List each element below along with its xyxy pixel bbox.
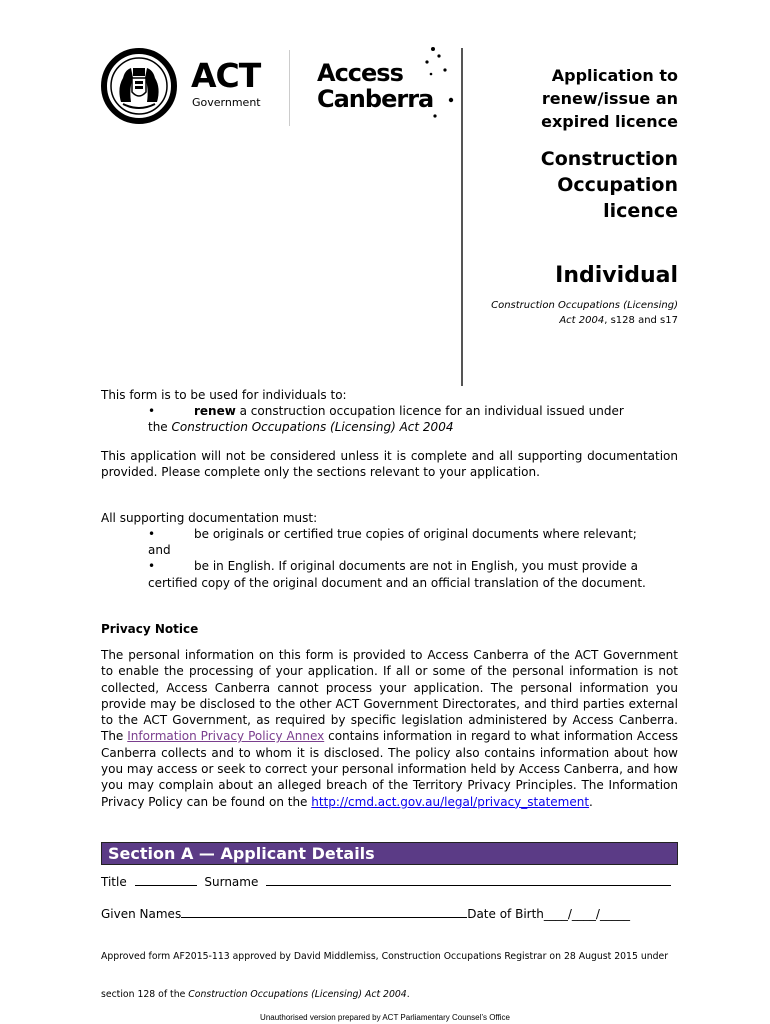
intro-lead: This form is to be used for individuals to: bbox=[101, 388, 347, 402]
english-text: be in English. If original documents are not in English, you must provide a bbox=[194, 559, 638, 573]
section-a-header: Section A — Applicant Details bbox=[101, 842, 678, 865]
originals-and: and bbox=[148, 543, 171, 558]
renew-act-italic: Construction Occupations (Licensing) Act 2004 bbox=[171, 420, 454, 435]
stars-icon bbox=[417, 46, 457, 126]
applicant-category: Individual bbox=[555, 263, 678, 288]
unauthorised-version-note: Unauthorised version prepared by ACT Parliamentary Counsel’s Office bbox=[260, 1013, 510, 1022]
licence-line-2: Occupation bbox=[557, 174, 678, 196]
section-ref-post: . bbox=[406, 989, 410, 1000]
approval-note: Approved form AF2015-113 approved by David Middlemiss, Construction Occupations Registrar on 28 August 2015 under bbox=[101, 951, 669, 962]
title-field[interactable] bbox=[135, 874, 197, 886]
licence-type bbox=[541, 146, 678, 224]
dob-field[interactable]: ____/____/_____ bbox=[543, 907, 630, 921]
title-surname-row bbox=[101, 874, 678, 890]
renew-line2-pre: the bbox=[148, 420, 172, 435]
renew-text: a construction occupation licence for an individual issued under bbox=[235, 404, 624, 418]
docs-lead: All supporting documentation must: bbox=[101, 511, 318, 525]
legislation-reference bbox=[491, 298, 678, 328]
government-wordmark: Government bbox=[192, 96, 261, 109]
surname-label: Surname bbox=[204, 875, 259, 889]
section-ref-pre: section 128 of the bbox=[101, 989, 189, 1000]
act-crest-icon bbox=[101, 48, 181, 128]
originals-text: be originals or certified true copies of original documents where relevant; bbox=[194, 527, 637, 541]
privacy-text-2: contains information in regard to what information Access Canberra collects and to whom it is disclosed. The policy also contains information about how you may access or seek to correct your personal information held by Access Canberra, and how you may complain about an alleged breach of the Territory Privacy Principles. The Information Privacy Policy can be found on the bbox=[101, 729, 678, 809]
completeness-note: This application will not be considered unless it is complete and all supporting documentation provided. Please complete only the sections relevant to your application. bbox=[101, 449, 678, 480]
purpose-line-3: expired licence bbox=[541, 112, 678, 131]
act-wordmark: ACT bbox=[191, 56, 261, 95]
bullet-icon: • bbox=[148, 404, 156, 418]
dob-label: Date of Birth bbox=[467, 907, 544, 921]
access-canberra-logo bbox=[317, 52, 462, 132]
purpose-line-1: Application to bbox=[551, 66, 678, 85]
bullet-icon: • bbox=[148, 527, 156, 541]
given-dob-row bbox=[101, 906, 678, 922]
access-wordmark: Access bbox=[317, 59, 403, 87]
section-reference bbox=[101, 988, 678, 1001]
purpose-line-2: renew/issue an bbox=[541, 89, 678, 108]
renew-bold: renew bbox=[194, 404, 236, 418]
privacy-text-1: The personal information on this form is provided to Access Canberra of the ACT Government to enable the processing of your application. If all or some of the personal information is not collected, Access Canberra cannot process your application. The personal information you provide may be disclosed to the other ACT Government Directorates, and third parties external to the ACT Government, as required by specific legislation administered by Access Canberra. The bbox=[101, 648, 678, 744]
given-names-label: Given Names bbox=[101, 907, 182, 921]
privacy-policy-annex-link[interactable]: Information Privacy Policy Annex bbox=[127, 729, 325, 744]
renew-bullet bbox=[101, 403, 678, 436]
privacy-notice-text bbox=[101, 647, 678, 810]
privacy-statement-link[interactable]: http://cmd.act.gov.au/legal/privacy_statement bbox=[311, 794, 590, 809]
surname-field[interactable] bbox=[266, 874, 671, 886]
act-government-logo bbox=[101, 48, 271, 128]
english-bullet bbox=[101, 558, 678, 574]
licence-line-3: licence bbox=[603, 200, 678, 222]
logo-divider bbox=[289, 50, 290, 126]
form-purpose bbox=[541, 64, 678, 133]
licence-line-1: Construction bbox=[540, 148, 678, 170]
act-sections: , s128 and s17 bbox=[604, 315, 678, 326]
act-name-italic: Construction Occupations (Licensing) bbox=[491, 300, 678, 311]
privacy-text-3: . bbox=[589, 794, 593, 809]
given-names-field[interactable] bbox=[181, 906, 467, 918]
english-bullet-continuation: certified copy of the original document and an official translation of the document. bbox=[148, 576, 646, 590]
header-divider bbox=[461, 48, 463, 386]
title-label: Title bbox=[101, 875, 127, 889]
privacy-heading: Privacy Notice bbox=[101, 622, 199, 636]
bullet-icon: • bbox=[148, 559, 156, 573]
canberra-wordmark: Canberra bbox=[317, 85, 434, 113]
section-ref-act: Construction Occupations (Licensing) Act 2004 bbox=[188, 989, 407, 1000]
act-year-italic: Act 2004 bbox=[559, 315, 605, 326]
originals-bullet bbox=[101, 526, 678, 559]
